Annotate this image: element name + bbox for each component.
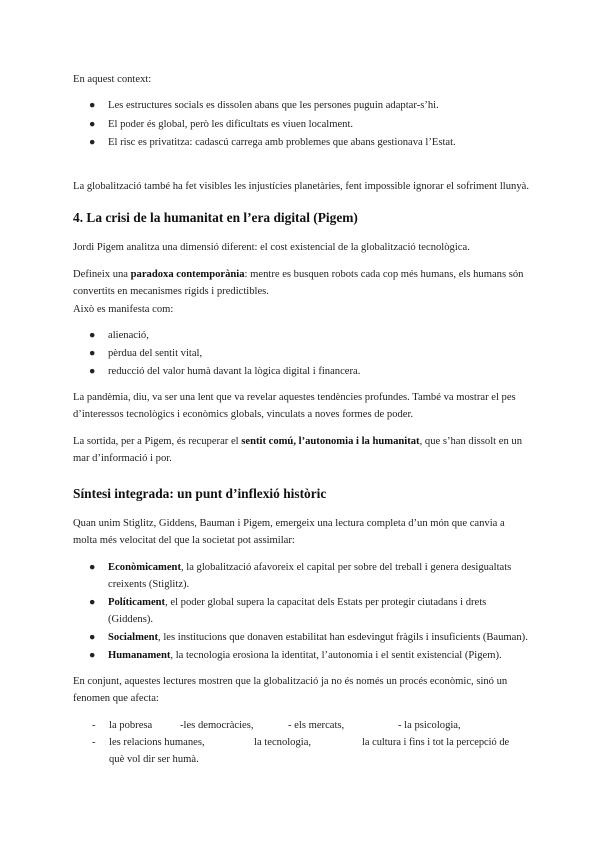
- bullet-icon: ●: [89, 119, 96, 130]
- paragraph: Jordi Pigem analitza una dimensió diferent: el cost existencial de la globalització tecnològica.: [73, 242, 470, 253]
- bullet-icon: ●: [89, 100, 96, 111]
- bullet-icon: ●: [89, 562, 96, 573]
- dash-row: - la pobresa -les democràcies, - els mercats, - la psicologia,: [0, 717, 600, 734]
- bold-text: paradoxa contemporània: [130, 269, 245, 280]
- bullet-icon: ●: [89, 137, 96, 148]
- document-page: En aquest context: ● Les estructures socials es dissolen abans que les persones puguin adaptar-s’hi. ● El poder és global, però les dificultats es viuen localment. ● El risc es privatitza: cadascú carrega amb problemes que abans gestionava l’Estat. La globalització també ha fet visibles les injustícies planetàries, fent impossible ignorar el sofriment llunyà. 4. La crisi de la humanitat en l’era digital (Pigem) Jordi Pigem analitza una dimensió diferent: el cost existencial de la globalització tecnològica. Defineix una paradoxa contemporània: mentre es busquen robots cada cop més humans, els humans són convertits en mecanismes rígids i predictibles. Això es manifesta com: ● alienació, ● pèrdua del sentit vital, ● reducció del valor humà davant la lògica digital i financera. La pandèmia, diu, va ser una lent que va revelar aquestes tendències profundes. També va mostrar el pes d’interessos tecnològics i econòmics globals, vinculats a noves formes de poder. La sortida, per a Pigem, és recuperar el sentit comú, l’autonomia i la humanitat, que s’han dissolt en un mar d’informació i por. Síntesi integrada: un punt d’inflexió històric Quan unim Stiglitz, Giddens, Bauman i Pigem, emergeix una lectura completa d’un món que canvia a molta més velocitat del que la societat pot assimilar: ● Econòmicament, la globalització afavoreix el capital per sobre del treball i genera desigualtats creixents (Stiglitz). ● Políticament, el poder global supera la capacitat dels Estats per protegir ciutadans i drets (Giddens). ● Socialment, les institucions que donaven estabilitat han esdevingut fràgils i insuficients (Bauman). ● Humanament, la tecnologia erosiona la identitat, l’autonomia i el sentit existencial (Pigem). En conjunt, aquestes lectures mostren que la globalització ja no és només un procés econòmic, sinó un fenomen que afecta: - la pobresa -les democràcies, - els mercats, - la psicologia, - les relacions humanes, la tecnologia, la cultura i fins i tot la percepció de què vol dir ser humà.: [0, 0, 600, 848]
- bullet-icon: ●: [89, 330, 96, 341]
- bullet-icon: ●: [89, 597, 96, 608]
- paragraph: Quan unim Stiglitz, Giddens, Bauman i Pigem, emergeix una lectura completa d’un món que canvia a molta més velocitat del que la societat pot assimilar:: [73, 518, 505, 546]
- bullet-icon: ●: [89, 366, 96, 377]
- dash-row: - les relacions humanes, la tecnologia, la cultura i fins i tot la percepció de: [0, 734, 600, 751]
- context-intro: En aquest context:: [73, 74, 152, 85]
- bullet-icon: ●: [89, 650, 96, 661]
- section-heading: 4. La crisi de la humanitat en l’era digital (Pigem): [73, 210, 358, 225]
- bold-text: sentit comú, l’autonomia i la humanitat: [241, 436, 420, 447]
- dash-icon: -: [92, 737, 96, 748]
- bullet-icon: ●: [89, 348, 96, 359]
- paragraph: En conjunt, aquestes lectures mostren que la globalització ja no és només un procés econòmic, sinó un fenomen que afecta:: [73, 676, 508, 704]
- dash-icon: -: [92, 720, 96, 731]
- section-heading: Síntesi integrada: un punt d’inflexió històric: [73, 486, 327, 501]
- paragraph: La sortida, per a Pigem, és recuperar el sentit comú, l’autonomia i la humanitat, que s’han dissolt en un mar d’informació i por.: [73, 436, 522, 464]
- bullet-icon: ●: [89, 632, 96, 643]
- paragraph: Això es manifesta com:: [73, 304, 174, 315]
- paragraph: La pandèmia, diu, va ser una lent que va revelar aquestes tendències profundes. També va mostrar el pes d’interessos tecnològics i econòmics globals, vinculats a noves formes de poder.: [73, 392, 516, 420]
- paragraph: Defineix una paradoxa contemporània: mentre es busquen robots cada cop més humans, els humans són convertits en mecanismes rígids i predictibles.: [73, 269, 524, 297]
- dash-row-continuation: què vol dir ser humà.: [109, 754, 199, 765]
- context-closing: La globalització també ha fet visibles les injustícies planetàries, fent impossible ignorar el sofriment llunyà.: [73, 181, 529, 192]
